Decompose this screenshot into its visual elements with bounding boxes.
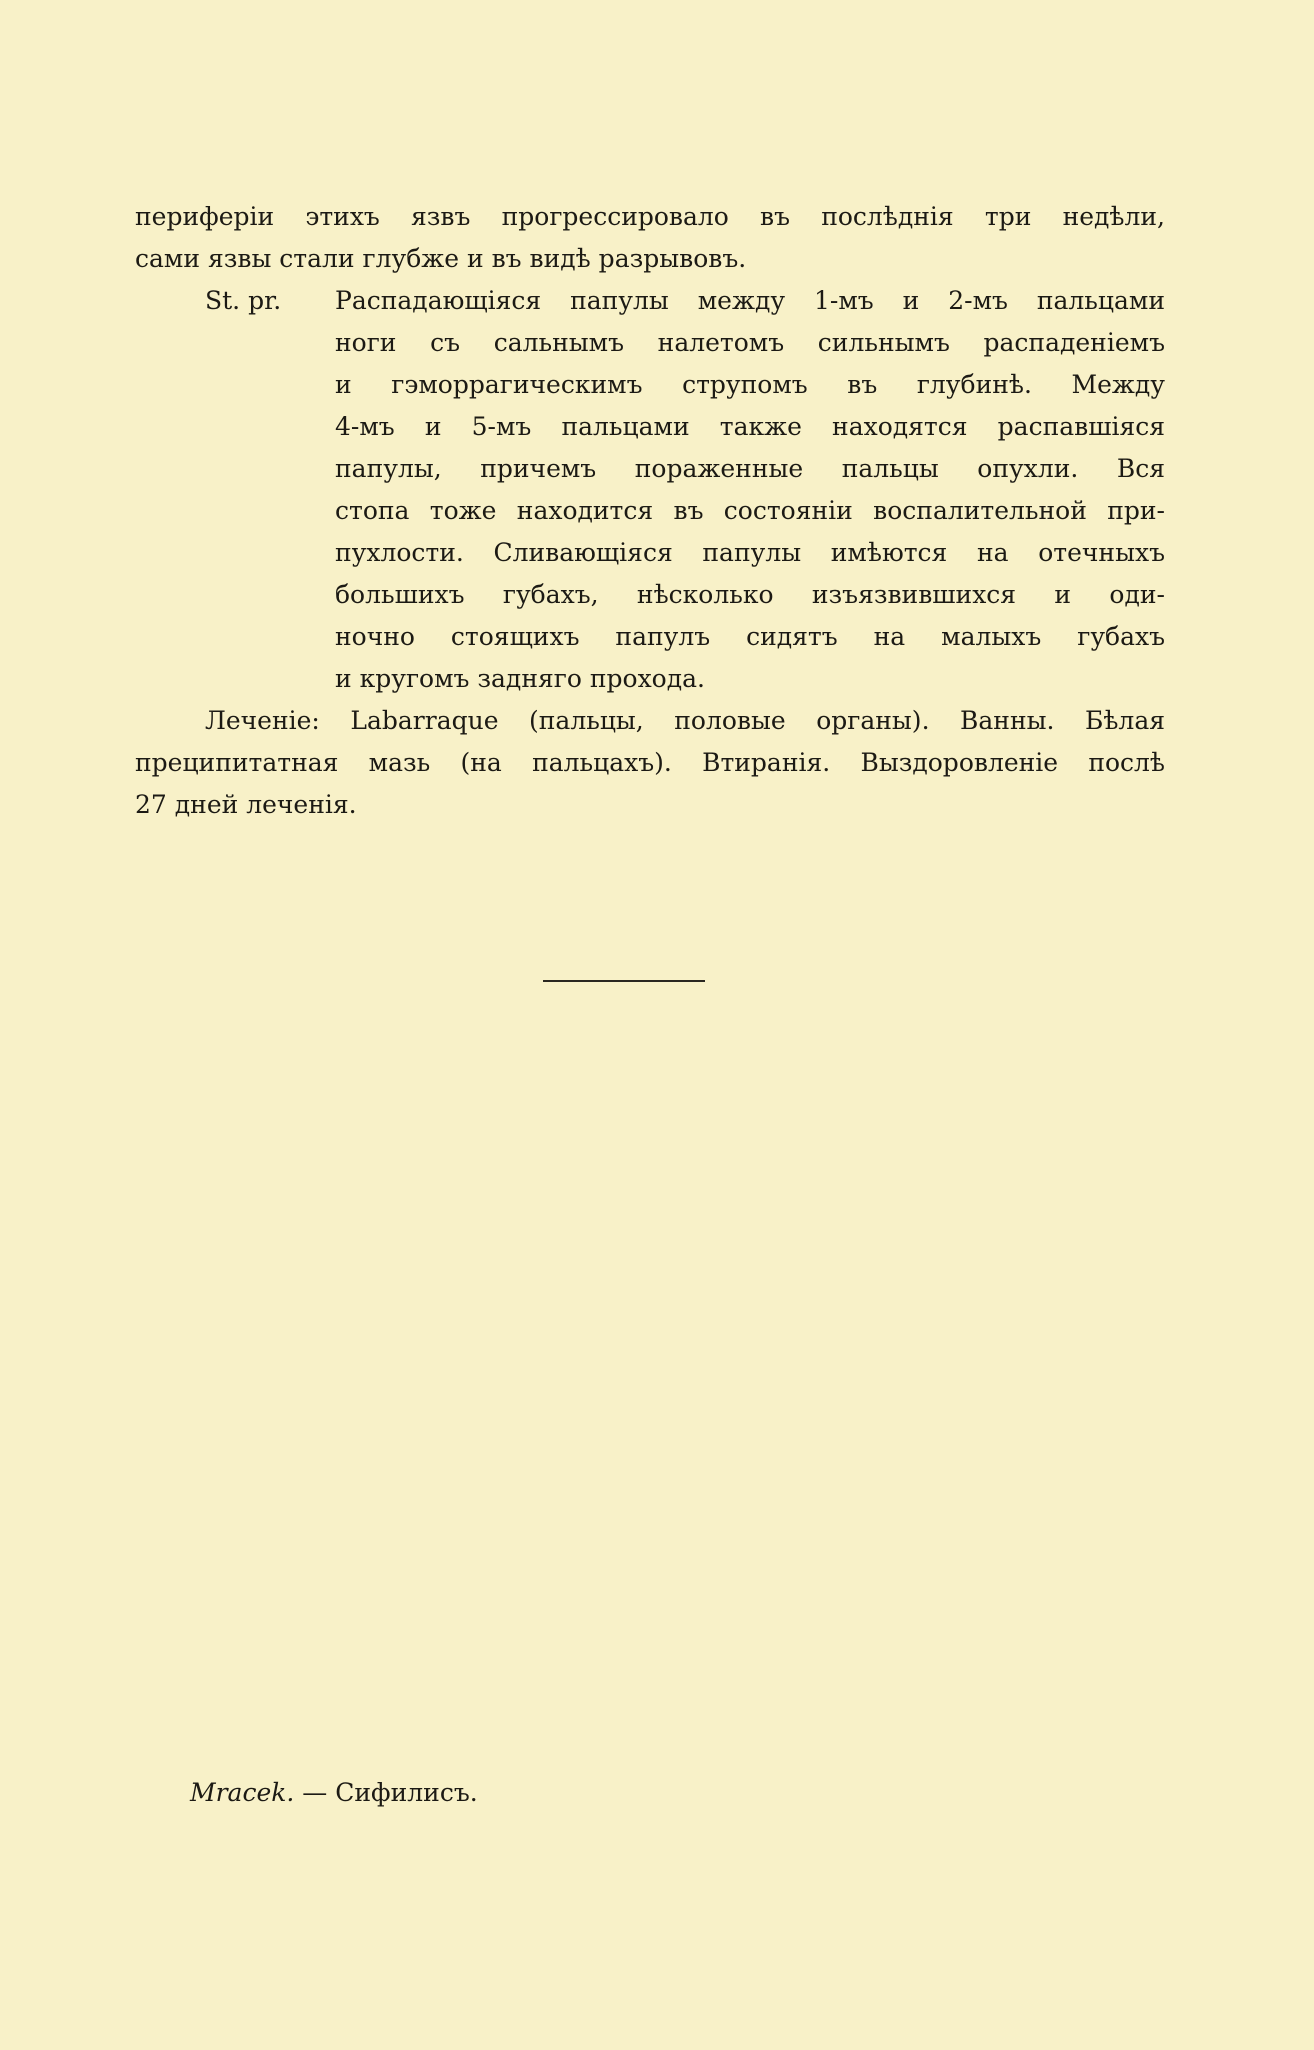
treatment-line-1: Леченіе: Labarraque (пальцы, половые органы). Ванны. Бѣлая bbox=[205, 706, 1165, 735]
treatment-line-2: преципитатная мазь (на пальцахъ). Втиранія. Выздоровленіе послѣ bbox=[135, 748, 1165, 777]
status-praesens-label: St. pr. bbox=[205, 286, 282, 315]
status-praesens-first-row bbox=[135, 280, 1165, 322]
status-line-8: большихъ губахъ, нѣсколько изъязвившихся и оди- bbox=[335, 580, 1165, 609]
footer-dash: — bbox=[294, 1778, 336, 1807]
status-line-3: и гэморрагическимъ струпомъ въ глубинѣ. Между bbox=[335, 370, 1165, 399]
footer-title: Сифилисъ. bbox=[335, 1778, 478, 1807]
status-line-7: пухлости. Сливающіяся папулы имѣются на отечныхъ bbox=[335, 538, 1165, 567]
status-line-9: ночно стоящихъ папулъ сидятъ на малыхъ губахъ bbox=[335, 622, 1165, 651]
footer-author: Mracek. bbox=[190, 1778, 295, 1807]
body-line-1: периферіи этихъ язвъ прогрессировало въ послѣднія три недѣли, bbox=[135, 202, 1165, 231]
status-line-4: 4-мъ и 5-мъ пальцами также находятся распавшіяся bbox=[335, 412, 1165, 441]
status-line-1: Распадающіяся папулы между 1-мъ и 2-мъ пальцами bbox=[335, 286, 1165, 315]
status-line-5: папулы, причемъ пораженные пальцы опухли. Вся bbox=[335, 454, 1165, 483]
running-footer bbox=[190, 1778, 478, 1807]
status-line-2: ноги съ сальнымъ налетомъ сильнымъ распаденіемъ bbox=[335, 328, 1165, 357]
status-line-10: и кругомъ задняго прохода. bbox=[335, 664, 705, 693]
body-line-2: сами язвы стали глубже и въ видѣ разрывовъ. bbox=[135, 244, 747, 273]
section-divider bbox=[543, 980, 705, 982]
status-line-6: стопа тоже находится въ состояніи воспалительной при- bbox=[335, 496, 1165, 525]
body-text bbox=[135, 196, 1165, 826]
treatment-line-3: 27 дней леченія. bbox=[135, 790, 357, 819]
